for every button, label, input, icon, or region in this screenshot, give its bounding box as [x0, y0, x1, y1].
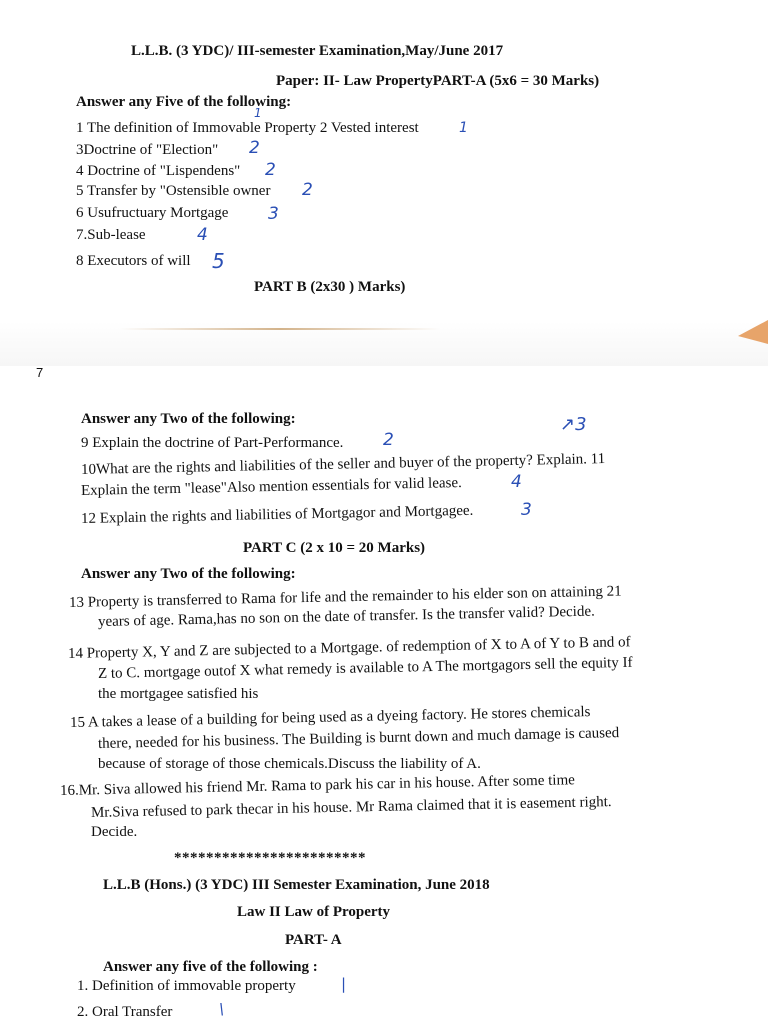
handwritten-mark: 2	[302, 180, 313, 200]
part-b-item-9: 9 Explain the doctrine of Part-Performance.	[81, 435, 344, 451]
part-b-title: PART B (2x30 ) Marks)	[254, 279, 406, 295]
part-c-q13-line2: years of age. Rama,has no son on the date of transfer. Is the transfer valid? Decide.	[97, 603, 595, 630]
handwritten-mark: 3	[521, 500, 532, 520]
part-a-instruction: Answer any Five of the following:	[76, 94, 292, 110]
part-a-item-6: 6 Usufructuary Mortgage	[76, 205, 229, 221]
part-c-q16-line2: Mr.Siva refused to park thecar in his house. Mr Rama claimed that it is easement right.	[90, 794, 612, 821]
exam-2018-paper-title: Law II Law of Property	[237, 904, 391, 920]
part-b-item-10-line1: 10What are the rights and liabilities of the seller and buyer of the property? Explain. 11	[80, 451, 606, 478]
part-a-item-1: 1 The definition of Immovable Property 2 Vested interest	[76, 120, 419, 136]
part-a-item-5: 5 Transfer by "Ostensible owner	[76, 183, 271, 199]
handwritten-mark: 5	[212, 249, 225, 273]
handwritten-mark: |	[341, 975, 347, 993]
part-c-q16-line1: 16.Mr. Siva allowed his friend Mr. Rama to park his car in his house. After some time	[59, 772, 575, 799]
handwritten-mark: 4	[197, 225, 208, 245]
page-corner-fold	[738, 320, 768, 344]
handwritten-arrow-mark: ↗3	[560, 414, 587, 435]
handwritten-mark: 3	[268, 204, 279, 224]
part-c-q14-line3: the mortgagee satisfied his	[98, 686, 259, 702]
part-a-item-4: 4 Doctrine of "Lispendens"	[76, 163, 241, 179]
part-c-q15-line2: there, needed for his business. The Building is burnt down and much damage is caused	[97, 725, 620, 752]
paper-title: Paper: II- Law PropertyPART-A (5x6 = 30 Marks)	[276, 73, 600, 89]
exam-2018-instruction: Answer any five of the following :	[103, 959, 318, 975]
handwritten-mark: 1	[254, 106, 262, 120]
handwritten-mark: 1	[459, 120, 468, 136]
part-c-title: PART C (2 x 10 = 20 Marks)	[243, 540, 426, 556]
page-marker: 7	[36, 365, 44, 380]
separator: ************************	[174, 850, 366, 866]
part-c-q15-line1: 15 A takes a lease of a building for being used as a dyeing factory. He stores chemicals	[69, 704, 591, 731]
page-edge-shadow	[120, 328, 440, 330]
handwritten-mark: 2	[249, 138, 260, 158]
part-a-item-7: 7.Sub-lease	[76, 227, 146, 243]
part-b-item-10-line2: Explain the term "lease"Also mention essentials for valid lease.	[80, 475, 462, 499]
handwritten-mark: \	[219, 1000, 225, 1018]
part-a-item-3: 3Doctrine of "Election"	[76, 142, 219, 158]
exam-title-2017: L.L.B. (3 YDC)/ III-semester Examination,May/June 2017	[131, 43, 504, 59]
part-c-q16-line3: Decide.	[91, 824, 138, 840]
handwritten-mark: 2	[265, 160, 276, 180]
handwritten-mark: 4	[511, 472, 522, 492]
part-a-item-8: 8 Executors of will	[76, 253, 191, 269]
part-c-q15-line3: because of storage of those chemicals.Discuss the liability of A.	[98, 756, 481, 772]
part-c-instruction: Answer any Two of the following:	[81, 566, 296, 582]
part-b-instruction: Answer any Two of the following:	[81, 411, 296, 427]
part-c-q14-line1: 14 Property X, Y and Z are subjected to a Mortgage. of redemption of X to A of Y to B and of	[67, 634, 631, 662]
handwritten-mark: 2	[383, 430, 394, 450]
exam-title-2018: L.L.B (Hons.) (3 YDC) III Semester Examination, June 2018	[103, 877, 490, 893]
exam-2018-item-1: 1. Definition of immovable property	[77, 978, 296, 994]
part-b-item-12: 12 Explain the rights and liabilities of Mortgagor and Mortgagee.	[80, 502, 474, 527]
part-c-q13-line1: 13 Property is transferred to Rama for life and the remainder to his elder son on attaining 21	[68, 583, 622, 611]
part-c-q14-line2: Z to C. mortgage outof X what remedy is available to A The mortgagors sell the equity If	[97, 654, 633, 682]
exam-2018-item-2: 2. Oral Transfer	[77, 1004, 173, 1020]
exam-2018-part-a-title: PART- A	[285, 932, 342, 948]
